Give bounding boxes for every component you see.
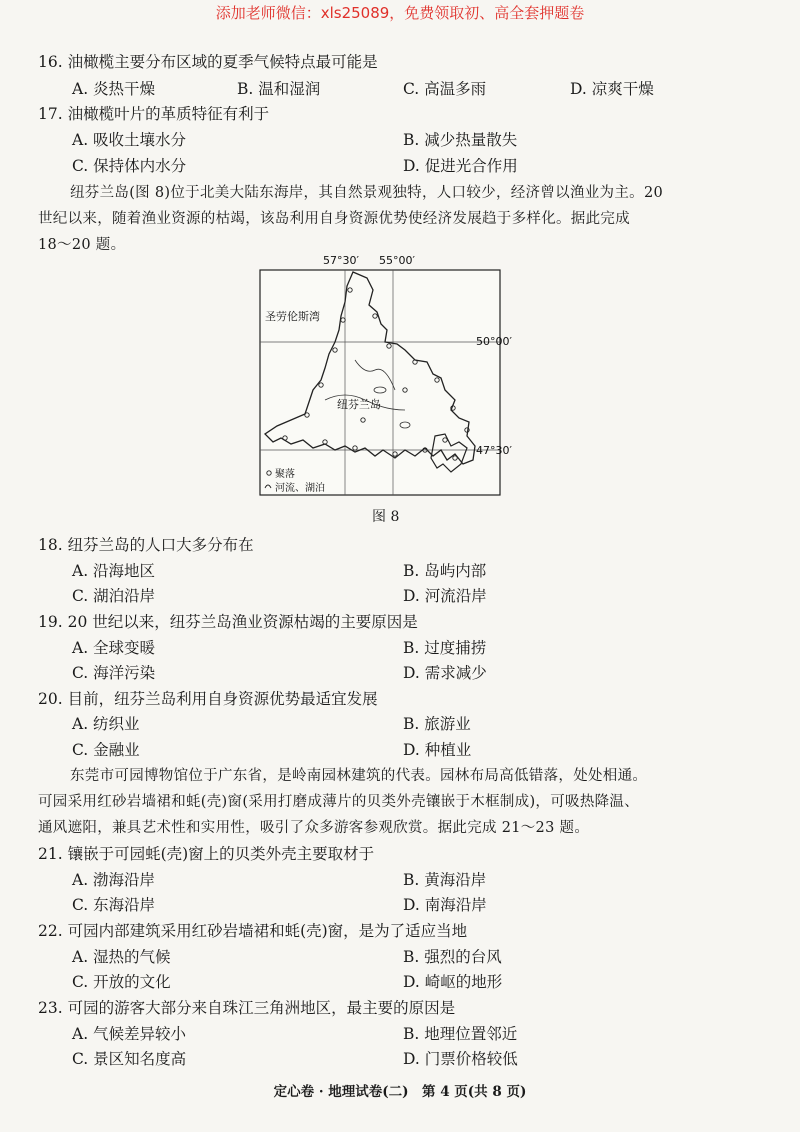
newfoundland-map [255, 250, 535, 500]
question-21-option-c: C. 东海沿岸 [72, 896, 156, 914]
map-frame [260, 270, 500, 495]
question-21-option-b: B. 黄海沿岸 [403, 871, 487, 889]
question-18-option-b: B. 岛屿内部 [403, 562, 487, 580]
question-17-option-c: C. 保持体内水分 [72, 157, 187, 175]
question-17-stem: 17. 油橄榄叶片的革质特征有利于 [38, 105, 270, 123]
lat-label-1: 50°00′ [476, 335, 512, 348]
question-19-option-c: C. 海洋污染 [72, 664, 156, 682]
figure-caption: 图 8 [372, 509, 400, 525]
question-20-option-b: B. 旅游业 [403, 715, 471, 733]
question-21-option-d: D. 南海沿岸 [403, 896, 487, 914]
lon-label-1: 57°30′ [323, 254, 359, 267]
question-20-option-d: D. 种植业 [403, 741, 472, 759]
question-20-stem: 20. 目前，纽芬兰岛利用自身资源优势最适宜发展 [38, 690, 378, 708]
lon-label-2: 55°00′ [379, 254, 415, 267]
lat-label-2: 47°30′ [476, 444, 512, 457]
question-19-option-b: B. 过度捕捞 [403, 639, 487, 657]
question-19-stem: 19. 20 世纪以来，纽芬兰岛渔业资源枯竭的主要原因是 [38, 613, 418, 631]
question-16-option-b: B. 温和湿润 [237, 80, 321, 98]
question-18-option-d: D. 河流沿岸 [403, 587, 487, 605]
question-17-option-b: B. 减少热量散失 [403, 131, 518, 149]
question-23-stem: 23. 可园的游客大部分来自珠江三角洲地区，最主要的原因是 [38, 999, 456, 1017]
passage-2-line-2: 可园采用红砂岩墙裙和蚝(壳)窗(采用打磨成薄片的贝类外壳镶嵌于木框制成)，可吸热降温、 [38, 794, 640, 810]
question-23-option-c: C. 景区知名度高 [72, 1050, 187, 1068]
passage-2-line-3: 通风遮阳，兼具艺术性和实用性，吸引了众多游客参观欣赏。据此完成 21～23 题。 [38, 820, 590, 836]
question-23-option-d: D. 门票价格较低 [403, 1050, 518, 1068]
question-23-option-b: B. 地理位置邻近 [403, 1025, 518, 1043]
question-16-option-d: D. 凉爽干燥 [570, 80, 654, 98]
passage-1-line-2: 世纪以来，随着渔业资源的枯竭，该岛利用自身资源优势使经济发展趋于多样化。据此完成 [38, 211, 630, 227]
gulf-label: 圣劳伦斯湾 [265, 310, 320, 323]
question-22-option-a: A. 湿热的气候 [72, 948, 171, 966]
page-footer: 定心卷 · 地理试卷(二) 第 4 页(共 8 页) [273, 1084, 527, 1100]
question-16-stem: 16. 油橄榄主要分布区域的夏季气候特点最可能是 [38, 53, 378, 71]
question-22-stem: 22. 可园内部建筑采用红砂岩墙裙和蚝(壳)窗，是为了适应当地 [38, 922, 468, 940]
passage-2-line-1: 东莞市可园博物馆位于广东省，是岭南园林建筑的代表。园林布局高低错落，处处相通。 [70, 768, 648, 784]
question-19-option-d: D. 需求减少 [403, 664, 487, 682]
legend-settlement-label: 聚落 [275, 469, 295, 480]
question-20-option-c: C. 金融业 [72, 741, 140, 759]
question-21-option-a: A. 渤海沿岸 [72, 871, 156, 889]
question-20-option-a: A. 纺织业 [72, 715, 140, 733]
watermark-text: 添加老师微信：xls25089，免费领取初、高全套押题卷 [215, 4, 585, 22]
question-17-option-d: D. 促进光合作用 [403, 157, 518, 175]
passage-1-line-3: 18～20 题。 [38, 237, 126, 253]
question-21-stem: 21. 镶嵌于可园蚝(壳)窗上的贝类外壳主要取材于 [38, 845, 375, 863]
passage-1-line-1: 纽芬兰岛(图 8)位于北美大陆东海岸，其自然景观独特，人口较少，经济曾以渔业为主。20 [70, 185, 663, 201]
question-19-option-a: A. 全球变暖 [72, 639, 156, 657]
question-23-option-a: A. 气候差异较小 [72, 1025, 187, 1043]
question-22-option-c: C. 开放的文化 [72, 973, 171, 991]
legend-river-label: 河流、湖泊 [275, 483, 325, 494]
question-18-option-c: C. 湖泊沿岸 [72, 587, 156, 605]
question-16-option-a: A. 炎热干燥 [72, 80, 156, 98]
question-18-option-a: A. 沿海地区 [72, 562, 156, 580]
question-18-stem: 18. 纽芬兰岛的人口大多分布在 [38, 536, 254, 554]
question-16-option-c: C. 高温多雨 [403, 80, 487, 98]
question-22-option-b: B. 强烈的台风 [403, 948, 502, 966]
question-17-option-a: A. 吸收土壤水分 [72, 131, 187, 149]
island-label: 纽芬兰岛 [337, 398, 381, 411]
question-22-option-d: D. 崎岖的地形 [403, 973, 503, 991]
